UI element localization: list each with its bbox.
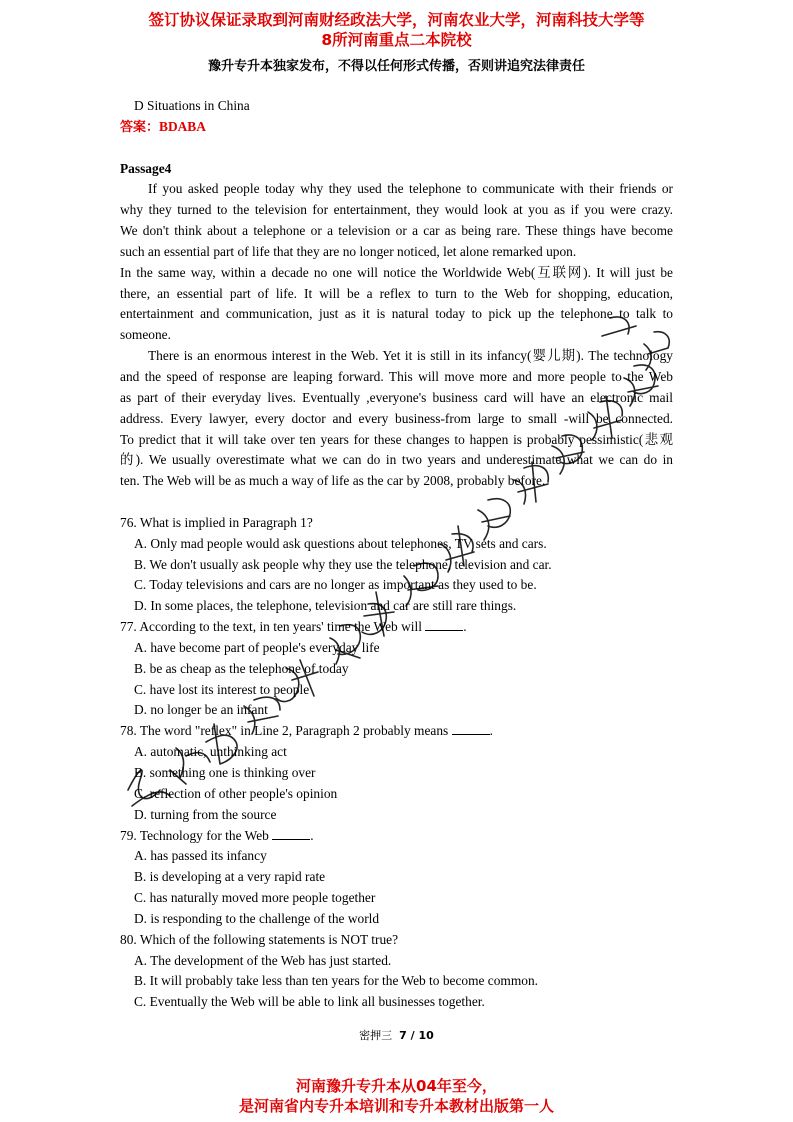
question-stem (120, 513, 673, 534)
passage-text (120, 179, 673, 492)
question-option: D. is responding to the challenge of the world (134, 910, 380, 926)
passage-line: as part of their everyday lives. Eventually ,everyone's business card will have an electronic mail (120, 389, 673, 405)
passage-line: and the speed of response are leaping forward. This will move more and more people to the Web (120, 368, 673, 384)
passage-line: If you asked people today why they used the telephone to communicate with their friends or (148, 181, 673, 197)
passage-title: Passage4 (120, 160, 172, 176)
question-option: B. something one is thinking over (134, 765, 316, 780)
question-stem-text: 78. The word "reflex" in Line 2, Paragraph 2 probably means (120, 723, 449, 739)
question-stem-text: 76. What is implied in Paragraph 1? (120, 514, 313, 530)
question-stem-text: 77. According to the text, in ten years' time the Web will (120, 619, 422, 635)
footer-slogan-1: 河南豫升专升本从04年至今， (296, 1077, 497, 1095)
spacer (120, 138, 673, 159)
question-option: C. has naturally moved more people together (134, 890, 376, 906)
answer-blank (425, 618, 463, 631)
question-option: B. be as cheap as the telephone of today (134, 660, 349, 676)
question-option: C. have lost its interest to people (134, 681, 310, 697)
spacer (120, 492, 673, 513)
question-stem (120, 930, 673, 951)
passage-line: someone. (120, 327, 171, 343)
question-list (120, 513, 673, 1013)
page-footer (0, 1027, 793, 1043)
question-stem: 78. The word "reflex" in Line 2, Paragraph 2 probably means . (120, 723, 493, 739)
header-line-1: 签订协议保证录取到河南财经政法大学，河南农业大学，河南科技大学等 (148, 11, 645, 29)
question-option: A. has passed its infancy (134, 848, 267, 864)
footer-slogan-2: 是河南省内专升本培训和专升本教材出版第一人 (238, 1097, 554, 1115)
question-option: C. Eventually the Web will be able to link all businesses together. (134, 994, 485, 1010)
passage-line: There is an enormous interest in the Web. Yet it is still in its infancy(婴儿期). The technology (148, 348, 673, 364)
question-option: B. We don't usually ask people why they use the telephone, television and car. (134, 556, 552, 572)
passage-line: In the same way, within a decade no one will notice the Worldwide Web(互联网). It will just be (120, 264, 673, 280)
question-option: A. automatic, unthinking act (134, 744, 287, 760)
answer-blank (272, 827, 310, 840)
header-notice: 豫升专升本独家发布，不得以任何形式传播，否则讲追究法律责任 (207, 59, 585, 74)
question-option: C. reflection of other people's opinion (134, 785, 338, 801)
question-stem-text: 80. Which of the following statements is NOT true? (120, 931, 399, 947)
passage-line: We don't think about a telephone or a television or a car as being rare. These things have become (120, 223, 673, 239)
passage-line: ten. The Web will be as much a way of life as the car by 2008, probably before. (120, 473, 546, 489)
passage-line: 的). We usually overestimate what we can do in two years and underestimate what we can do in (120, 452, 673, 468)
question-option: D. In some places, the telephone, television and car are still rare things. (134, 598, 517, 614)
question-stem: 77. According to the text, in ten years' time the Web will . (120, 619, 467, 635)
passage-line: there, an essential part of life. It will be a reflex to turn to the Web for shopping, education, (120, 285, 673, 301)
answer-value: BDABA (159, 118, 206, 134)
prev-answer (120, 117, 673, 138)
question-option: C. Today televisions and cars are no longer as important as they used to be. (134, 577, 537, 593)
passage-line: why they turned to the television for entertainment, they would look at you as if you were crazy. (120, 202, 673, 218)
question-option: D. no longer be an infant (134, 702, 268, 718)
header-line-2: 8所河南重点二本院校 (321, 31, 472, 49)
question-option: B. is developing at a very rapid rate (134, 869, 326, 885)
question-option: B. It will probably take less than ten years for the Web to become common. (134, 973, 539, 989)
prev-option-d: D Situations in China (134, 98, 250, 113)
question-option: A. have become part of people's everyday life (134, 639, 380, 655)
passage-line: such an essential part of life that they are no longer noticed, let alone remarked upon. (120, 243, 577, 259)
question-option: D. turning from the source (134, 806, 277, 822)
answer-label: 答案： (120, 119, 160, 135)
question-option: A. The development of the Web has just started. (134, 952, 392, 968)
passage-line: address. Every lawyer, every doctor and every business-from large to small -will be connected. (120, 410, 673, 426)
page-number: 7 / 10 (399, 1029, 434, 1042)
question-stem-text: 79. Technology for the Web (120, 827, 269, 843)
answer-blank (452, 722, 490, 735)
passage-line: entertainment and communication, just as it is natural today to pick up the telephone to talk to (120, 306, 673, 322)
footer-label: 密押三 (359, 1029, 393, 1042)
question-option: A. Only mad people would ask questions about telephones, TV sets and cars. (134, 535, 547, 551)
document-body (120, 96, 673, 1013)
question-stem: 79. Technology for the Web . (120, 827, 314, 843)
passage-line: To predict that it will take over ten years for these changes to happen is probably pessimistic(悲观 (120, 431, 673, 447)
